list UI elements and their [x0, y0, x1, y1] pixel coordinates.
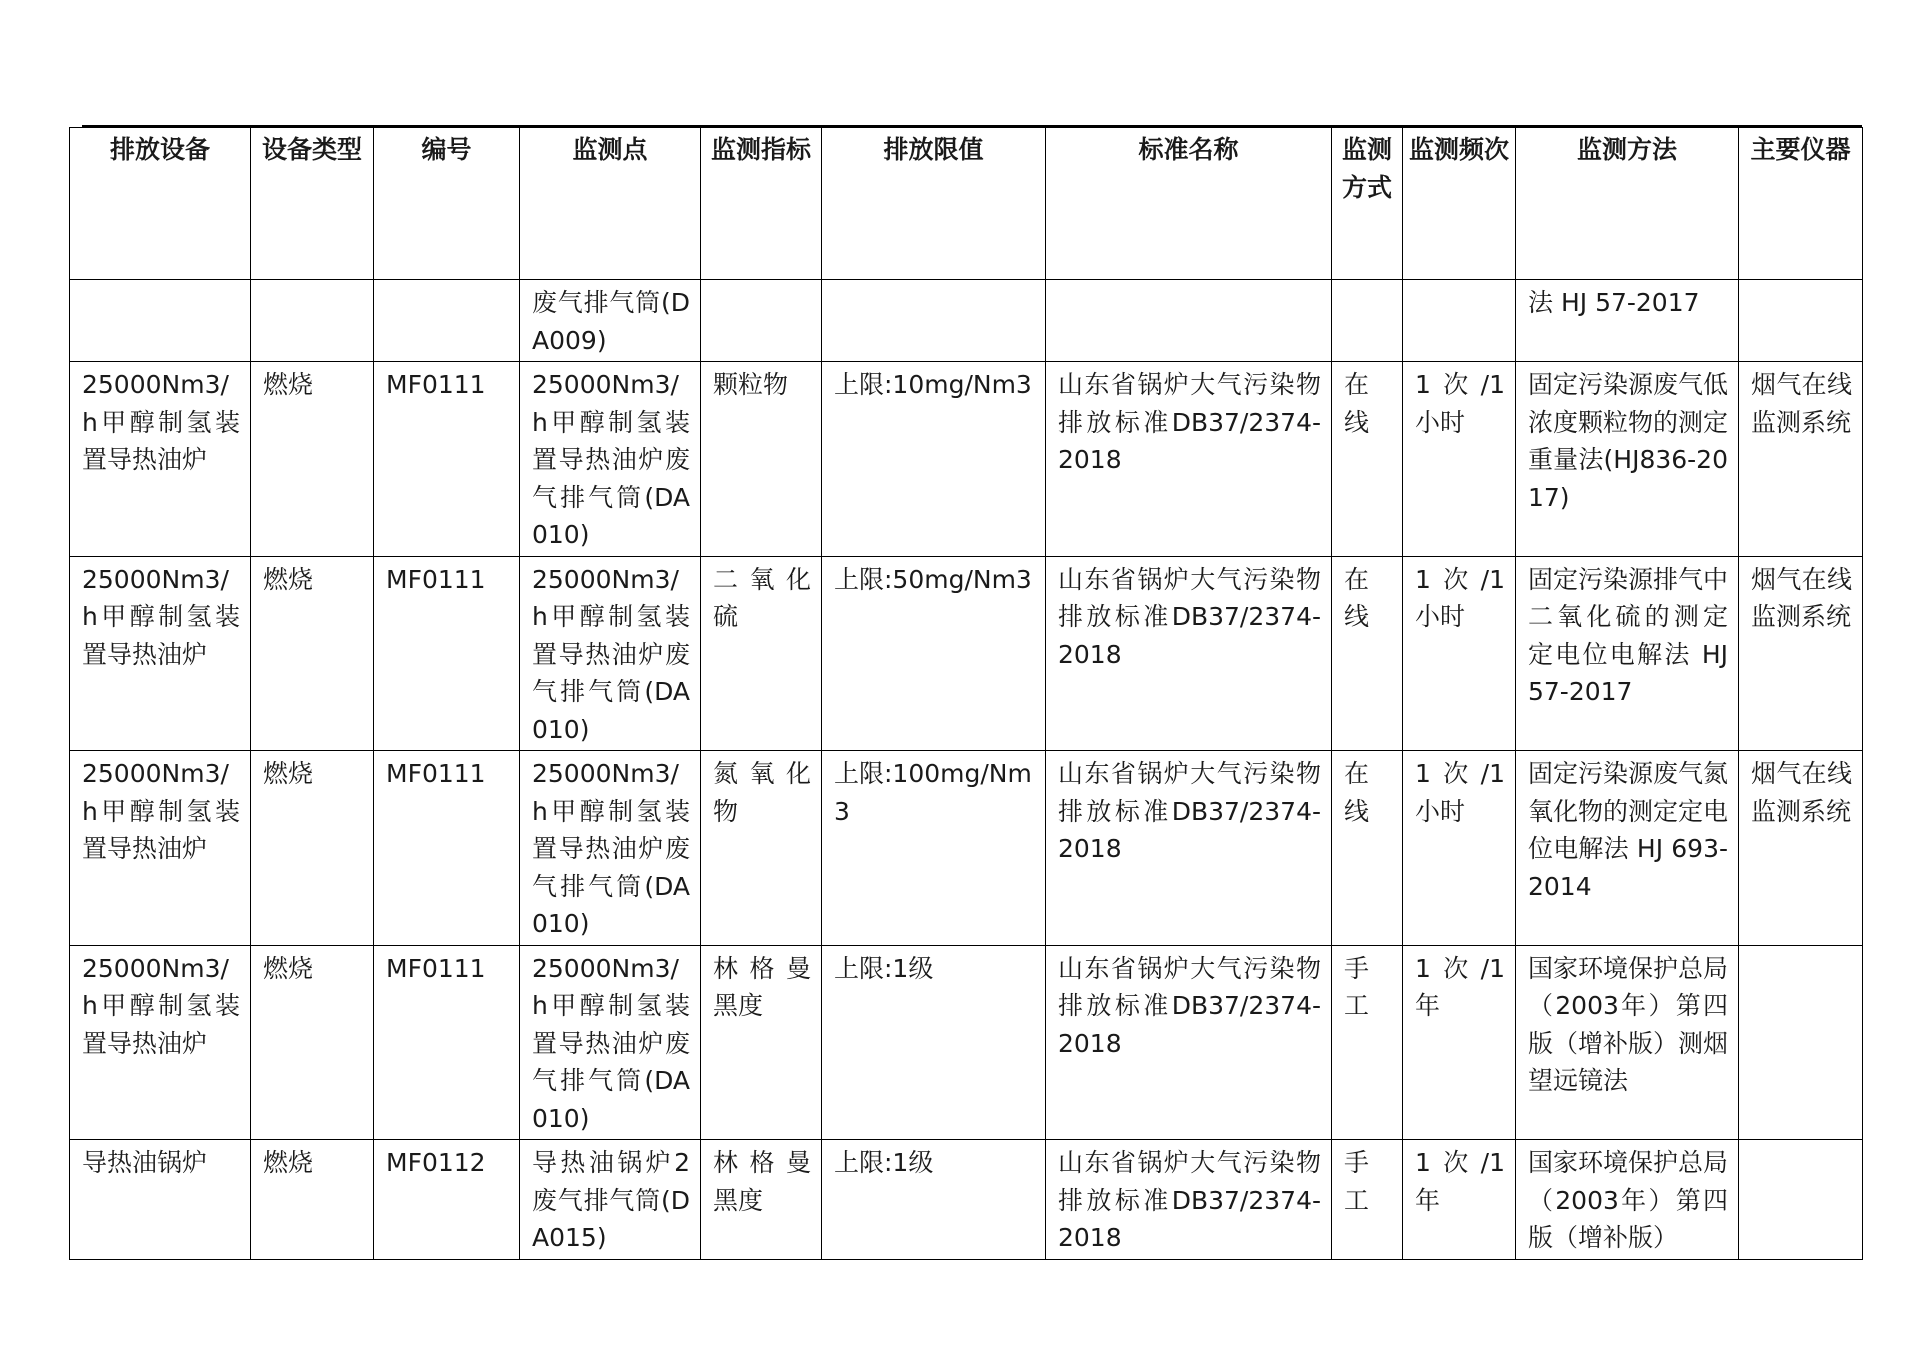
cell-standard-name: 山东省锅炉大气污染物排放标准DB37/2374-2018: [1046, 362, 1332, 557]
header-monitoring-method: 监测方法: [1516, 128, 1739, 280]
cell-main-instrument: 烟气在线监测系统: [1739, 362, 1863, 557]
cell-main-instrument: 烟气在线监测系统: [1739, 751, 1863, 946]
cell-emission-limit: [822, 280, 1046, 362]
cell-main-instrument: 烟气在线监测系统: [1739, 556, 1863, 751]
cell-main-instrument: [1739, 1140, 1863, 1260]
cell-emission-equipment: 25000Nm3/h甲醇制氢装置导热油炉: [70, 362, 251, 557]
cell-monitoring-indicator: 氮氧化物: [701, 751, 822, 946]
cell-code: MF0111: [374, 945, 520, 1140]
cell-monitoring-point: 导热油锅炉2废气排气筒(DA015): [520, 1140, 701, 1260]
cell-code: MF0112: [374, 1140, 520, 1260]
cell-main-instrument: [1739, 945, 1863, 1140]
table-row: [70, 1140, 1863, 1260]
cell-standard-name: 山东省锅炉大气污染物排放标准DB37/2374-2018: [1046, 1140, 1332, 1260]
cell-emission-limit: 上限:1级: [822, 1140, 1046, 1260]
cell-monitoring-mode: 在线: [1332, 556, 1403, 751]
cell-code: [374, 280, 520, 362]
header-monitoring-mode: 监测方式: [1332, 128, 1403, 280]
table-row: [70, 751, 1863, 946]
cell-monitoring-method: 法 HJ 57-2017: [1516, 280, 1739, 362]
cell-monitoring-indicator: 二氧化硫: [701, 556, 822, 751]
cell-emission-equipment: 25000Nm3/h甲醇制氢装置导热油炉: [70, 751, 251, 946]
cell-emission-limit: 上限:100mg/Nm3: [822, 751, 1046, 946]
cell-monitoring-frequency: 1次/1小时: [1403, 556, 1516, 751]
cell-monitoring-point: 25000Nm3/h甲醇制氢装置导热油炉废气排气筒(DA010): [520, 945, 701, 1140]
cell-emission-equipment: 25000Nm3/h甲醇制氢装置导热油炉: [70, 556, 251, 751]
cell-monitoring-indicator: 林格曼黑度: [701, 945, 822, 1140]
cell-equipment-type: 燃烧: [251, 1140, 374, 1260]
cell-monitoring-frequency: 1次/1年: [1403, 945, 1516, 1140]
header-code: 编号: [374, 128, 520, 280]
cell-equipment-type: 燃烧: [251, 556, 374, 751]
cell-equipment-type: [251, 280, 374, 362]
header-monitoring-frequency: 监测频次: [1403, 128, 1516, 280]
table-row: [70, 280, 1863, 362]
cell-emission-equipment: 导热油锅炉: [70, 1140, 251, 1260]
cell-monitoring-frequency: 1次/1小时: [1403, 751, 1516, 946]
header-standard-name: 标准名称: [1046, 128, 1332, 280]
cell-monitoring-mode: [1332, 280, 1403, 362]
cell-emission-equipment: [70, 280, 251, 362]
header-emission-limit: 排放限值: [822, 128, 1046, 280]
table-row: [70, 556, 1863, 751]
cell-emission-limit: 上限:1级: [822, 945, 1046, 1140]
table-header-row: [70, 128, 1863, 280]
header-emission-equipment: 排放设备: [70, 128, 251, 280]
cell-monitoring-method: 国家环境保护总局（2003年）第四版（增补版）测烟望远镜法: [1516, 945, 1739, 1140]
cell-main-instrument: [1739, 280, 1863, 362]
cell-equipment-type: 燃烧: [251, 945, 374, 1140]
cell-monitoring-method: 固定污染源排气中二氧化硫的测定 定电位电解法 HJ 57-2017: [1516, 556, 1739, 751]
cell-code: MF0111: [374, 362, 520, 557]
cell-monitoring-frequency: 1次/1小时: [1403, 362, 1516, 557]
cell-equipment-type: 燃烧: [251, 751, 374, 946]
cell-monitoring-point: 25000Nm3/h甲醇制氢装置导热油炉废气排气筒(DA010): [520, 751, 701, 946]
cell-monitoring-mode: 在线: [1332, 362, 1403, 557]
cell-standard-name: 山东省锅炉大气污染物排放标准DB37/2374-2018: [1046, 945, 1332, 1140]
cell-monitoring-indicator: 颗粒物: [701, 362, 822, 557]
header-equipment-type: 设备类型: [251, 128, 374, 280]
cell-emission-limit: 上限:10mg/Nm3: [822, 362, 1046, 557]
cell-monitoring-method: 固定污染源废气低浓度颗粒物的测定 重量法(HJ836-2017): [1516, 362, 1739, 557]
table-row: [70, 362, 1863, 557]
table-row: [70, 945, 1863, 1140]
cell-monitoring-frequency: 1次/1年: [1403, 1140, 1516, 1260]
cell-code: MF0111: [374, 556, 520, 751]
cell-emission-equipment: 25000Nm3/h甲醇制氢装置导热油炉: [70, 945, 251, 1140]
monitoring-table: [69, 127, 1863, 1260]
cell-monitoring-point: 25000Nm3/h甲醇制氢装置导热油炉废气排气筒(DA010): [520, 362, 701, 557]
cell-monitoring-point: 废气排气筒(DA009): [520, 280, 701, 362]
cell-emission-limit: 上限:50mg/Nm3: [822, 556, 1046, 751]
cell-monitoring-indicator: [701, 280, 822, 362]
cell-code: MF0111: [374, 751, 520, 946]
header-main-instrument: 主要仪器: [1739, 128, 1863, 280]
cell-standard-name: 山东省锅炉大气污染物排放标准DB37/2374-2018: [1046, 751, 1332, 946]
cell-standard-name: [1046, 280, 1332, 362]
cell-equipment-type: 燃烧: [251, 362, 374, 557]
cell-monitoring-indicator: 林格曼黑度: [701, 1140, 822, 1260]
header-monitoring-indicator: 监测指标: [701, 128, 822, 280]
cell-monitoring-method: 国家环境保护总局（2003年）第四版（增补版）: [1516, 1140, 1739, 1260]
cell-monitoring-mode: 手工: [1332, 945, 1403, 1140]
header-monitoring-point: 监测点: [520, 128, 701, 280]
cell-standard-name: 山东省锅炉大气污染物排放标准DB37/2374-2018: [1046, 556, 1332, 751]
cell-monitoring-frequency: [1403, 280, 1516, 362]
cell-monitoring-point: 25000Nm3/h甲醇制氢装置导热油炉废气排气筒(DA010): [520, 556, 701, 751]
cell-monitoring-method: 固定污染源废气氮氧化物的测定定电位电解法 HJ 693-2014: [1516, 751, 1739, 946]
cell-monitoring-mode: 在线: [1332, 751, 1403, 946]
cell-monitoring-mode: 手工: [1332, 1140, 1403, 1260]
